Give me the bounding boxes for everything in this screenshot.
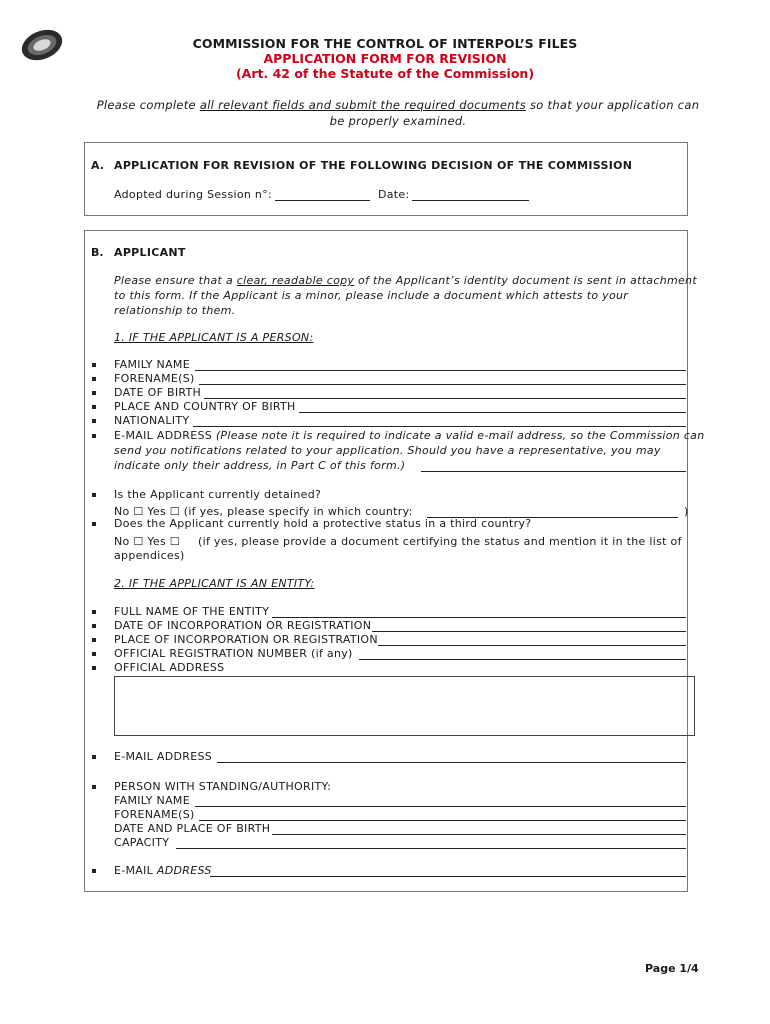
registration-number-label: OFFICIAL REGISTRATION NUMBER (if any) bbox=[114, 647, 353, 660]
intro-instructions bbox=[88, 97, 708, 129]
intro-underlined: all relevant fields and submit the required documents bbox=[199, 98, 526, 112]
entity-email-field[interactable] bbox=[217, 762, 686, 763]
standing-capacity-field[interactable] bbox=[176, 848, 686, 849]
email-note-2: send you notifications related to your application. Should you have a representative, you may bbox=[114, 444, 661, 457]
email-field[interactable] bbox=[421, 471, 686, 472]
form-subtitle: (Art. 42 of the Statute of the Commission) bbox=[235, 66, 535, 81]
bullet bbox=[92, 434, 96, 438]
intro-pre: Please complete bbox=[96, 98, 200, 112]
bullet bbox=[92, 419, 96, 423]
nationality-label: NATIONALITY bbox=[114, 414, 190, 427]
protective-question: Does the Applicant currently hold a protective status in a third country? bbox=[114, 517, 532, 530]
bullet bbox=[92, 624, 96, 628]
standing-dob-field[interactable] bbox=[272, 834, 686, 835]
official-address-field[interactable] bbox=[114, 676, 695, 736]
bullet bbox=[92, 666, 96, 670]
date-of-birth-field[interactable] bbox=[204, 398, 686, 399]
entity-email-label: E-MAIL ADDRESS bbox=[114, 750, 213, 763]
note-pre: Please ensure that a bbox=[114, 274, 237, 287]
intro-post: so that your application can be properly examined. bbox=[329, 98, 700, 128]
bullet bbox=[92, 493, 96, 497]
bullet bbox=[92, 785, 96, 789]
identity-document-note bbox=[114, 273, 704, 318]
email-note-1: (Please note it is required to indicate a valid e-mail address, so the Commission can bbox=[215, 429, 705, 442]
place-of-birth-label: PLACE AND COUNTRY OF BIRTH bbox=[114, 400, 296, 413]
protective-note-1: (if yes, please provide a document certifying the status and mention it in the list of bbox=[198, 535, 682, 548]
person-heading: 1. IF THE APPLICANT IS A PERSON: bbox=[114, 331, 314, 344]
email-label bbox=[114, 429, 705, 442]
commission-title: COMMISSION FOR THE CONTROL OF INTERPOL’S FILES bbox=[192, 36, 578, 51]
standing-forenames-label: FORENAME(S) bbox=[114, 808, 195, 821]
standing-forenames-field[interactable] bbox=[199, 820, 686, 821]
standing-label: PERSON WITH STANDING/AUTHORITY: bbox=[114, 780, 332, 793]
section-b-title: APPLICANT bbox=[114, 246, 186, 259]
bullet bbox=[92, 755, 96, 759]
date-of-birth-label: DATE OF BIRTH bbox=[114, 386, 202, 399]
official-address-label: OFFICIAL ADDRESS bbox=[114, 661, 225, 674]
email-label-text: E-MAIL ADDRESS bbox=[114, 429, 213, 442]
bullet bbox=[92, 377, 96, 381]
detained-options[interactable]: No ☐ Yes ☐ (if yes, please specify in which country: bbox=[114, 505, 413, 518]
entity-heading: 2. IF THE APPLICANT IS AN ENTITY: bbox=[114, 577, 315, 590]
protective-options[interactable]: No ☐ Yes ☐ bbox=[114, 535, 180, 548]
standing-email-a: E-MAIL bbox=[114, 864, 157, 877]
session-label: Adopted during Session n°: bbox=[114, 188, 273, 201]
family-name-field[interactable] bbox=[195, 370, 686, 371]
incorporation-place-label: PLACE OF INCORPORATION OR REGISTRATION bbox=[114, 633, 378, 646]
date-field[interactable] bbox=[412, 200, 529, 201]
incorporation-date-label: DATE OF INCORPORATION OR REGISTRATION bbox=[114, 619, 372, 632]
nationality-field[interactable] bbox=[193, 426, 686, 427]
forenames-field[interactable] bbox=[199, 384, 686, 385]
bullet bbox=[92, 391, 96, 395]
email-note-3: indicate only their address, in Part C of this form.) bbox=[114, 459, 406, 472]
bullet bbox=[92, 405, 96, 409]
incorporation-date-field[interactable] bbox=[372, 631, 686, 632]
bullet bbox=[92, 363, 96, 367]
standing-capacity-label: CAPACITY bbox=[114, 836, 170, 849]
form-title: APPLICATION FORM FOR REVISION bbox=[263, 51, 507, 66]
bullet bbox=[92, 522, 96, 526]
registration-number-field[interactable] bbox=[359, 659, 686, 660]
family-name-label: FAMILY NAME bbox=[114, 358, 190, 371]
detained-close: ) bbox=[684, 505, 689, 518]
protective-note-2: appendices) bbox=[114, 549, 185, 562]
session-field[interactable] bbox=[275, 200, 370, 201]
section-a-box bbox=[84, 142, 688, 216]
section-b-letter: B. bbox=[91, 246, 104, 259]
bullet bbox=[92, 638, 96, 642]
standing-family-name-label: FAMILY NAME bbox=[114, 794, 190, 807]
forenames-label: FORENAME(S) bbox=[114, 372, 195, 385]
note-line1-post: of the Applicant’s identity document is sent in attachment bbox=[354, 274, 697, 287]
note-underlined: clear, readable copy bbox=[236, 274, 355, 287]
standing-email-b: ADDRESS bbox=[156, 864, 212, 877]
bullet bbox=[92, 652, 96, 656]
bullet bbox=[92, 869, 96, 873]
note-line3: relationship to them. bbox=[114, 304, 236, 317]
section-a-title: APPLICATION FOR REVISION OF THE FOLLOWING DECISION OF THE COMMISSION bbox=[114, 159, 633, 172]
note-line2: to this form. If the Applicant is a minor, please include a document which attests to your bbox=[114, 289, 629, 302]
section-a-letter: A. bbox=[91, 159, 104, 172]
standing-dob-label: DATE AND PLACE OF BIRTH bbox=[114, 822, 271, 835]
page-number: Page 1/4 bbox=[645, 962, 699, 975]
document-header bbox=[0, 36, 770, 81]
standing-family-name-field[interactable] bbox=[195, 806, 686, 807]
date-label: Date: bbox=[378, 188, 410, 201]
detained-question: Is the Applicant currently detained? bbox=[114, 488, 322, 501]
standing-email-field[interactable] bbox=[210, 876, 686, 877]
standing-email-label bbox=[114, 864, 212, 877]
incorporation-place-field[interactable] bbox=[378, 645, 686, 646]
entity-name-field[interactable] bbox=[272, 617, 686, 618]
entity-name-label: FULL NAME OF THE ENTITY bbox=[114, 605, 270, 618]
place-of-birth-field[interactable] bbox=[299, 412, 686, 413]
bullet bbox=[92, 610, 96, 614]
